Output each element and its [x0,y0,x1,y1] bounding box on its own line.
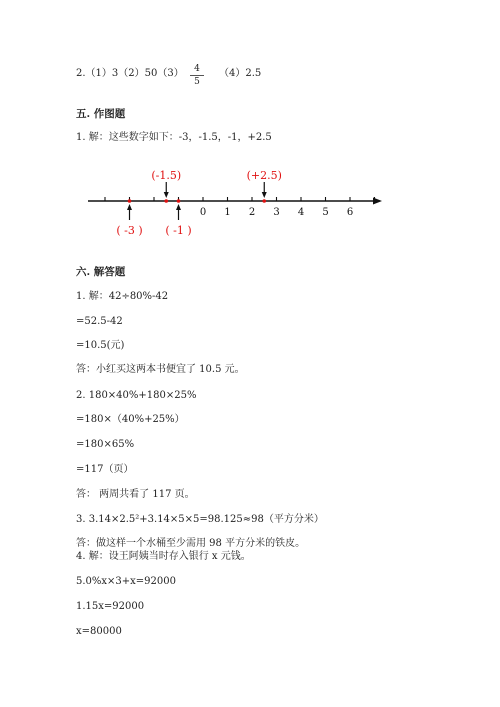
point-label-top: (-1.5) [151,169,182,182]
section-heading-drawing: 五. 作图题 [76,108,126,120]
marked-point [177,199,181,203]
tick-label: 4 [297,207,305,218]
down-arrow-head [164,192,169,198]
fraction-numerator: 4 [194,64,200,74]
solution-line: 1. 解：42÷80%-42 [76,291,169,302]
solution-line: 答： 两周共看了 117 页。 [76,489,195,500]
solution-line: =180×65% [76,439,135,450]
number-line-figure [80,160,390,245]
fraction-denominator: 5 [194,77,200,87]
solution-line: 答：做这样一个水桶至少需用 98 平方分米的铁皮。 [76,538,306,549]
solution-line: 4. 解：设王阿姨当时存入银行 x 元钱。 [76,551,251,562]
fraction-bar [190,75,204,76]
marked-point [262,199,266,203]
solution-line: 2. 180×40%+180×25% [76,390,197,401]
point-label-bottom: ( -1 ) [165,224,192,237]
tick-label: 3 [273,207,280,218]
tick-label: 5 [322,207,329,218]
marked-point [164,199,168,203]
up-arrow-head [176,204,181,210]
solution-line: =180×（40%+25%） [76,414,185,425]
solution-line: =117（页） [76,464,134,475]
q2-answer-prefix: 2.（1）3（2）50（3） [76,68,184,79]
solution-line: 1.15x=92000 [76,601,145,612]
solution-line: 3. 3.14×2.5²+3.14×5×5=98.125≈98（平方分米） [76,514,324,525]
point-label-bottom: ( -3 ) [116,224,143,237]
section5-answer-line: 1. 解：这些数字如下：-3，-1.5，-1，+2.5 [76,132,272,143]
tick-label: 6 [346,207,354,218]
tick-label: 1 [224,207,231,218]
point-label-top: (+2.5) [246,169,282,182]
down-arrow-head [262,192,267,198]
fraction-four-fifths [190,64,204,87]
solution-line: 5.0%x×3+x=92000 [76,576,176,587]
solution-line: x=80000 [76,626,122,637]
solution-line: 答：小红买这两本书便宜了 10.5 元。 [76,364,245,375]
solution-line: =52.5-42 [76,316,123,327]
marked-point [128,199,132,203]
tick-label: 2 [248,207,256,218]
section-heading-word-problems: 六. 解答题 [76,266,126,278]
tick-label: 0 [199,207,207,218]
up-arrow-head [127,204,132,210]
q2-answer-suffix: （4）2.5 [219,68,262,79]
solution-line: =10.5(元) [76,340,125,351]
